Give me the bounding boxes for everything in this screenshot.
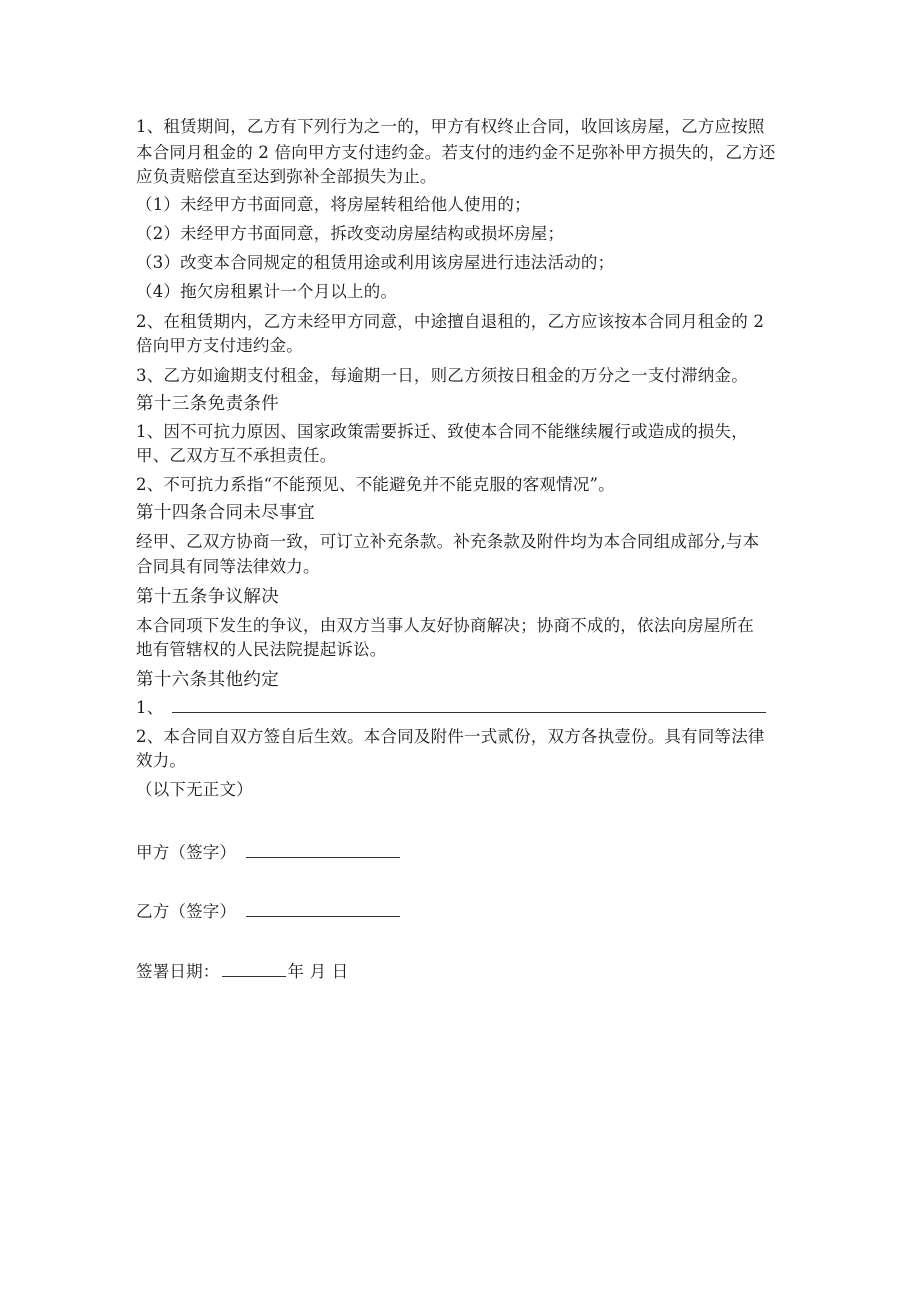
- date-suffix: 年 月 日: [287, 962, 349, 981]
- clause16-item2-line2: 效力。: [136, 751, 187, 770]
- signing-date-row: [136, 960, 349, 983]
- clause13-heading: 第十三条免责条件: [136, 394, 280, 414]
- clause16-item1-blank-line[interactable]: [172, 712, 766, 713]
- clause15-heading: 第十五条争议解决: [136, 587, 280, 607]
- clause12-subitem-3: （3）改变本合同规定的租赁用途或利用该房屋进行违法活动的；: [136, 253, 615, 272]
- clause14-line1: 经甲、乙双方协商一致，可订立补充条款。补充条款及附件均为本合同组成部分,与本: [136, 532, 760, 551]
- clause12-subitem-4: （4）拖欠房租累计一个月以上的。: [136, 282, 398, 301]
- clause12-subitem-1: （1）未经甲方书面同意，将房屋转租给他人使用的；: [136, 195, 531, 214]
- end-note: （以下无正文）: [136, 780, 253, 799]
- clause15-line1: 本合同项下发生的争议，由双方当事人友好协商解决；协商不成的，依法向房屋所在: [136, 616, 754, 635]
- party-b-label: 乙方（签字）: [136, 902, 237, 921]
- clause13-item2: 2、不可抗力系指“不能预见、不能避免并不能克服的客观情况”。: [136, 475, 615, 494]
- clause16-item1-label: 1、: [136, 698, 164, 717]
- party-b-signature-blank[interactable]: [246, 900, 400, 917]
- clause13-item1-line2: 甲、乙双方互不承担责任。: [136, 446, 337, 465]
- party-a-signature-blank[interactable]: [246, 841, 400, 858]
- clause14-heading: 第十四条合同未尽事宜: [136, 503, 315, 523]
- clause15-line2: 地有管辖权的人民法院提起诉讼。: [136, 640, 387, 659]
- clause12-item2-line2: 倍向甲方支付违约金。: [136, 336, 303, 355]
- date-label: 签署日期：: [136, 962, 220, 981]
- clause16-item2-line1: 2、本合同自双方签自后生效。本合同及附件一式贰份，双方各执壹份。具有同等法律: [136, 727, 765, 746]
- clause12-item2-line1: 2、在租赁期内，乙方未经甲方同意，中途擅自退租的，乙方应该按本合同月租金的 2: [136, 312, 765, 331]
- clause12-item1-line2: 本合同月租金的 2 倍向甲方支付违约金。若支付的违约金不足弥补甲方损失的，乙方还: [136, 143, 776, 162]
- date-year-blank[interactable]: [222, 960, 286, 977]
- clause16-heading: 第十六条其他约定: [136, 670, 280, 690]
- party-a-label: 甲方（签字）: [136, 843, 237, 862]
- clause12-item1-line1: 1、租赁期间，乙方有下列行为之一的，甲方有权终止合同，收回该房屋，乙方应按照: [136, 117, 765, 136]
- clause12-subitem-2: （2）未经甲方书面同意，拆改变动房屋结构或损坏房屋；: [136, 224, 565, 243]
- clause12-item1-line3: 应负责赔偿直至达到弥补全部损失为止。: [136, 167, 437, 186]
- party-a-signature-row: [136, 841, 400, 864]
- party-b-signature-row: [136, 900, 400, 923]
- clause14-line2: 合同具有同等法律效力。: [136, 557, 320, 576]
- clause13-item1-line1: 1、因不可抗力原因、国家政策需要拆迁、致使本合同不能继续履行或造成的损失，: [136, 422, 748, 441]
- clause12-item3: 3、乙方如逾期支付租金，每逾期一日，则乙方须按日租金的万分之一支付滞纳金。: [136, 366, 748, 385]
